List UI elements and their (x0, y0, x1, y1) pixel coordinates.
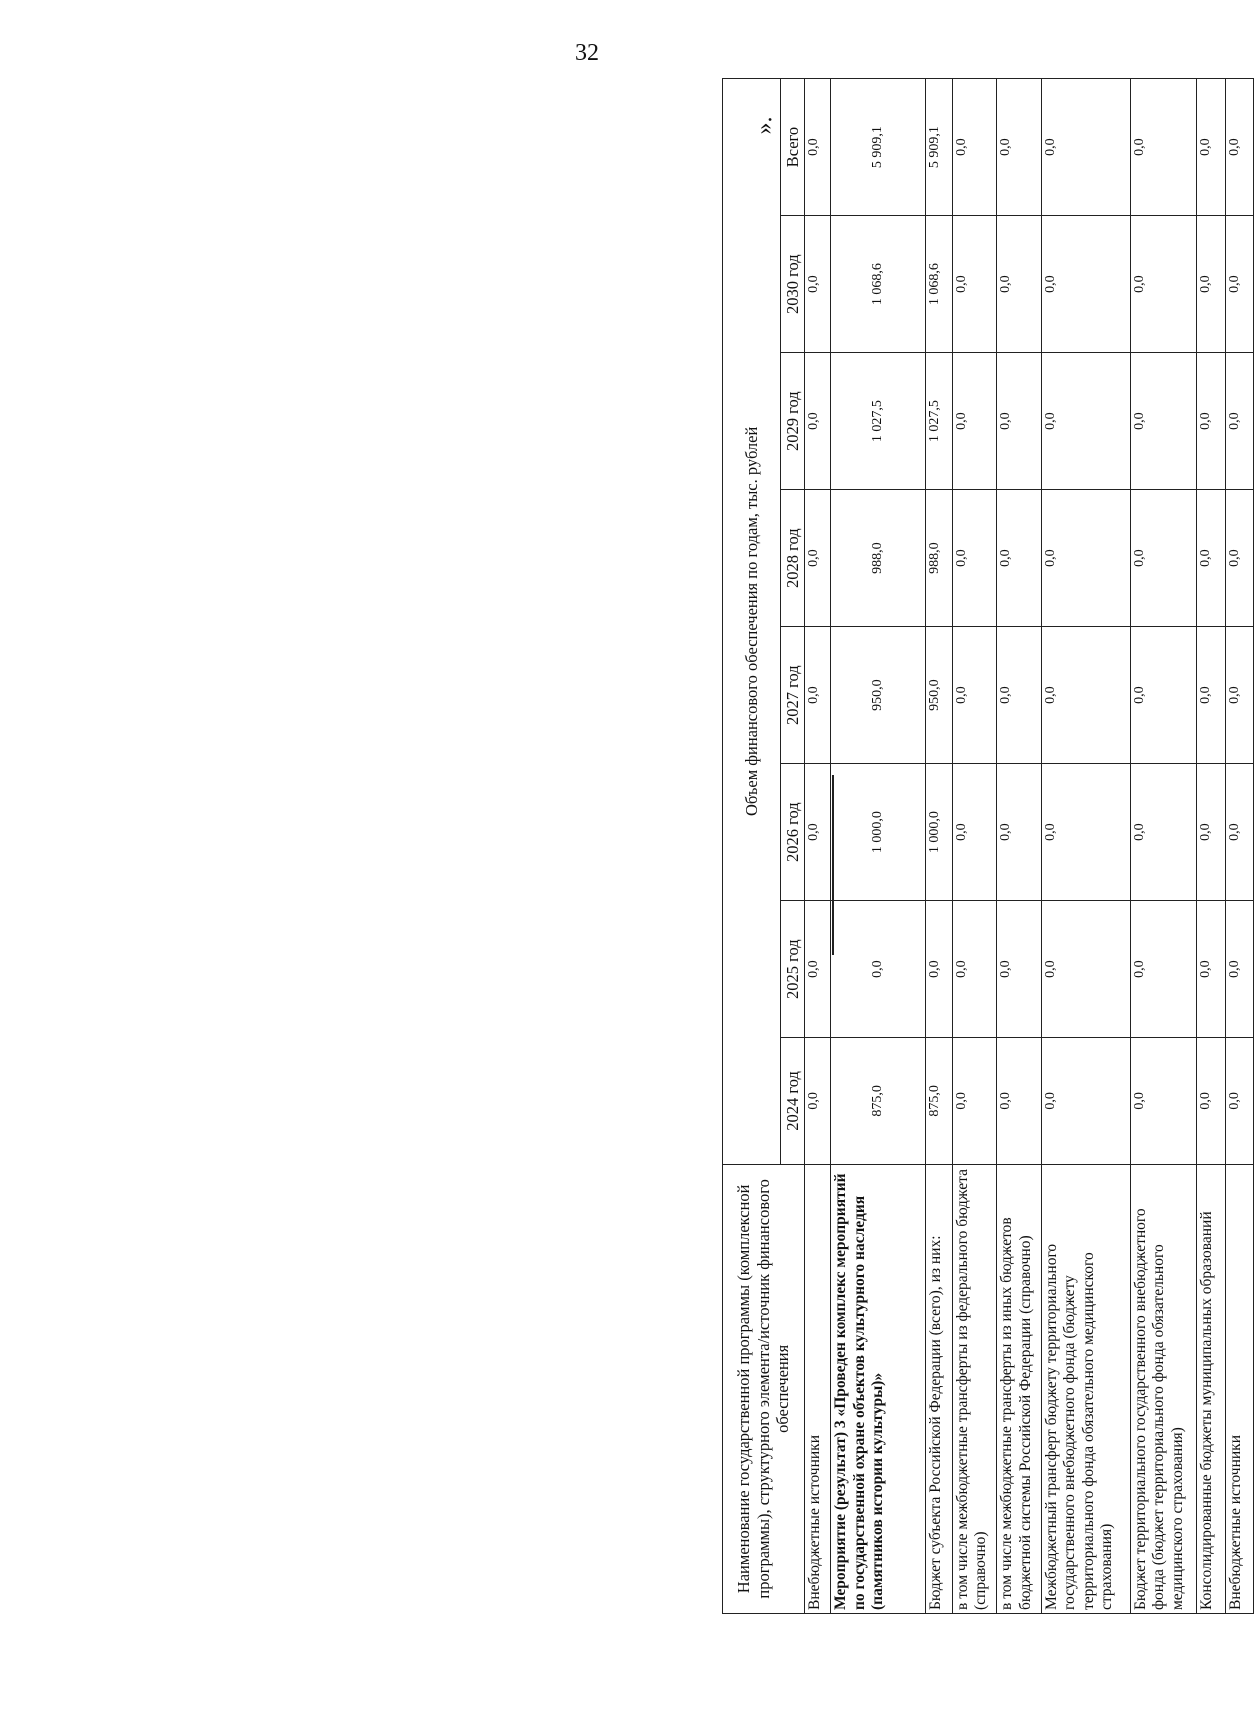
header-year-2028: 2028 год (781, 490, 805, 627)
cell-value: 0,0 (997, 1038, 1041, 1165)
cell-value: 0,0 (997, 901, 1041, 1038)
table-row (1130, 79, 1197, 1614)
header-year-2029: 2029 год (781, 353, 805, 490)
row-name: Бюджет субъекта Российской Федерации (всего), из них: (926, 1164, 952, 1613)
cell-value: 1 027,5 (831, 353, 926, 490)
cell-value: 0,0 (997, 353, 1041, 490)
header-total: Всего (781, 79, 805, 216)
cell-value: 0,0 (1041, 79, 1130, 216)
cell-value: 1 000,0 (926, 764, 952, 901)
header-year-2027: 2027 год (781, 627, 805, 764)
table-row (1041, 79, 1130, 1614)
cell-value: 0,0 (1130, 353, 1197, 490)
table-row (831, 79, 926, 1614)
cell-value: 0,0 (952, 79, 996, 216)
cell-value: 0,0 (1130, 901, 1197, 1038)
cell-value: 5 909,1 (926, 79, 952, 216)
cell-value: 0,0 (1225, 901, 1253, 1038)
cell-value: 0,0 (1197, 627, 1225, 764)
cell-value: 0,0 (1130, 79, 1197, 216)
cell-value: 0,0 (1041, 764, 1130, 901)
cell-value: 0,0 (805, 1038, 831, 1165)
cell-value: 0,0 (1130, 1038, 1197, 1165)
cell-value: 0,0 (805, 79, 831, 216)
cell-value: 0,0 (952, 627, 996, 764)
cell-value: 0,0 (1197, 353, 1225, 490)
cell-value: 0,0 (1225, 216, 1253, 353)
cell-value: 0,0 (1041, 353, 1130, 490)
header-financing-group: Объем финансового обеспечения по годам, тыс. рублей (723, 79, 781, 1165)
table-row (1197, 79, 1225, 1614)
cell-value: 0,0 (1197, 901, 1225, 1038)
cell-value: 0,0 (997, 79, 1041, 216)
cell-value: 0,0 (1225, 627, 1253, 764)
cell-value: 0,0 (1041, 901, 1130, 1038)
cell-value: 0,0 (1197, 79, 1225, 216)
cell-value: 988,0 (831, 490, 926, 627)
header-year-2024: 2024 год (781, 1038, 805, 1165)
row-name: Бюджет территориального государственного внебюджетного фонда (бюджет территориального фонда обязательного медицинского страхования) (1130, 1164, 1197, 1613)
cell-value: 0,0 (831, 901, 926, 1038)
header-name-column: Наименование государственной программы (комплексной программы), структурного элемента/источник финансового обеспечения (723, 1164, 805, 1613)
cell-value: 0,0 (1225, 353, 1253, 490)
row-name: Мероприятие (результат) 3 «Проведен комплекс мероприятий по государственной охране объектов культурного наследия (памятников истории культуры)» (831, 1164, 926, 1613)
cell-value: 0,0 (997, 216, 1041, 353)
cell-value: 0,0 (952, 216, 996, 353)
rotated-table-container (722, 78, 1254, 1614)
cell-value: 0,0 (1041, 627, 1130, 764)
cell-value: 0,0 (1130, 216, 1197, 353)
cell-value: 988,0 (926, 490, 952, 627)
cell-value: 0,0 (1197, 764, 1225, 901)
cell-value: 0,0 (997, 490, 1041, 627)
cell-value: 0,0 (997, 764, 1041, 901)
cell-value: 0,0 (997, 627, 1041, 764)
financing-table (722, 78, 1254, 1614)
table-row (952, 79, 996, 1614)
cell-value: 1 027,5 (926, 353, 952, 490)
cell-value: 0,0 (1197, 1038, 1225, 1165)
cell-value: 0,0 (805, 627, 831, 764)
cell-value: 0,0 (952, 901, 996, 1038)
cell-value: 0,0 (1225, 764, 1253, 901)
cell-value: 1 000,0 (831, 764, 926, 901)
cell-value: 0,0 (926, 901, 952, 1038)
row-name: Внебюджетные источники (805, 1164, 831, 1613)
cell-value: 0,0 (805, 764, 831, 901)
row-name: Внебюджетные источники (1225, 1164, 1253, 1613)
cell-value: 5 909,1 (831, 79, 926, 216)
row-name: Межбюджетный трансферт бюджету территориального государственного внебюджетного фонда (бюджету территориального фонда обязательного медицинского страхования) (1041, 1164, 1130, 1613)
cell-value: 0,0 (1130, 627, 1197, 764)
cell-value: 0,0 (805, 901, 831, 1038)
cell-value: 0,0 (1225, 490, 1253, 627)
cell-value: 1 068,6 (831, 216, 926, 353)
header-year-2025: 2025 год (781, 901, 805, 1038)
row-name: в том числе межбюджетные трансферты из федерального бюджета (справочно) (952, 1164, 996, 1613)
cell-value: 0,0 (805, 353, 831, 490)
cell-value: 0,0 (952, 490, 996, 627)
cell-value: 0,0 (1197, 490, 1225, 627)
table-row (997, 79, 1041, 1614)
cell-value: 0,0 (805, 490, 831, 627)
cell-value: 0,0 (1225, 79, 1253, 216)
cell-value: 0,0 (952, 764, 996, 901)
cell-value: 875,0 (926, 1038, 952, 1165)
cell-value: 950,0 (831, 627, 926, 764)
cell-value: 950,0 (926, 627, 952, 764)
cell-value: 0,0 (805, 216, 831, 353)
cell-value: 0,0 (1197, 216, 1225, 353)
table-row (805, 79, 831, 1614)
cell-value: 0,0 (1130, 490, 1197, 627)
row-name: Консолидированные бюджеты муниципальных образований (1197, 1164, 1225, 1613)
cell-value: 0,0 (1041, 216, 1130, 353)
cell-value: 1 068,6 (926, 216, 952, 353)
cell-value: 0,0 (1041, 490, 1130, 627)
cell-value: 0,0 (952, 1038, 996, 1165)
cell-value: 875,0 (831, 1038, 926, 1165)
header-year-2030: 2030 год (781, 216, 805, 353)
cell-value: 0,0 (1130, 764, 1197, 901)
cell-value: 0,0 (1225, 1038, 1253, 1165)
table-row (1225, 79, 1253, 1614)
page-number: 32 (575, 40, 599, 66)
header-year-2026: 2026 год (781, 764, 805, 901)
row-name: в том числе межбюджетные трансферты из иных бюджетов бюджетной системы Российской Федерации (справочно) (997, 1164, 1041, 1613)
closing-quote-mark: ». (751, 116, 778, 135)
table-row (926, 79, 952, 1614)
cell-value: 0,0 (952, 353, 996, 490)
cell-value: 0,0 (1041, 1038, 1130, 1165)
